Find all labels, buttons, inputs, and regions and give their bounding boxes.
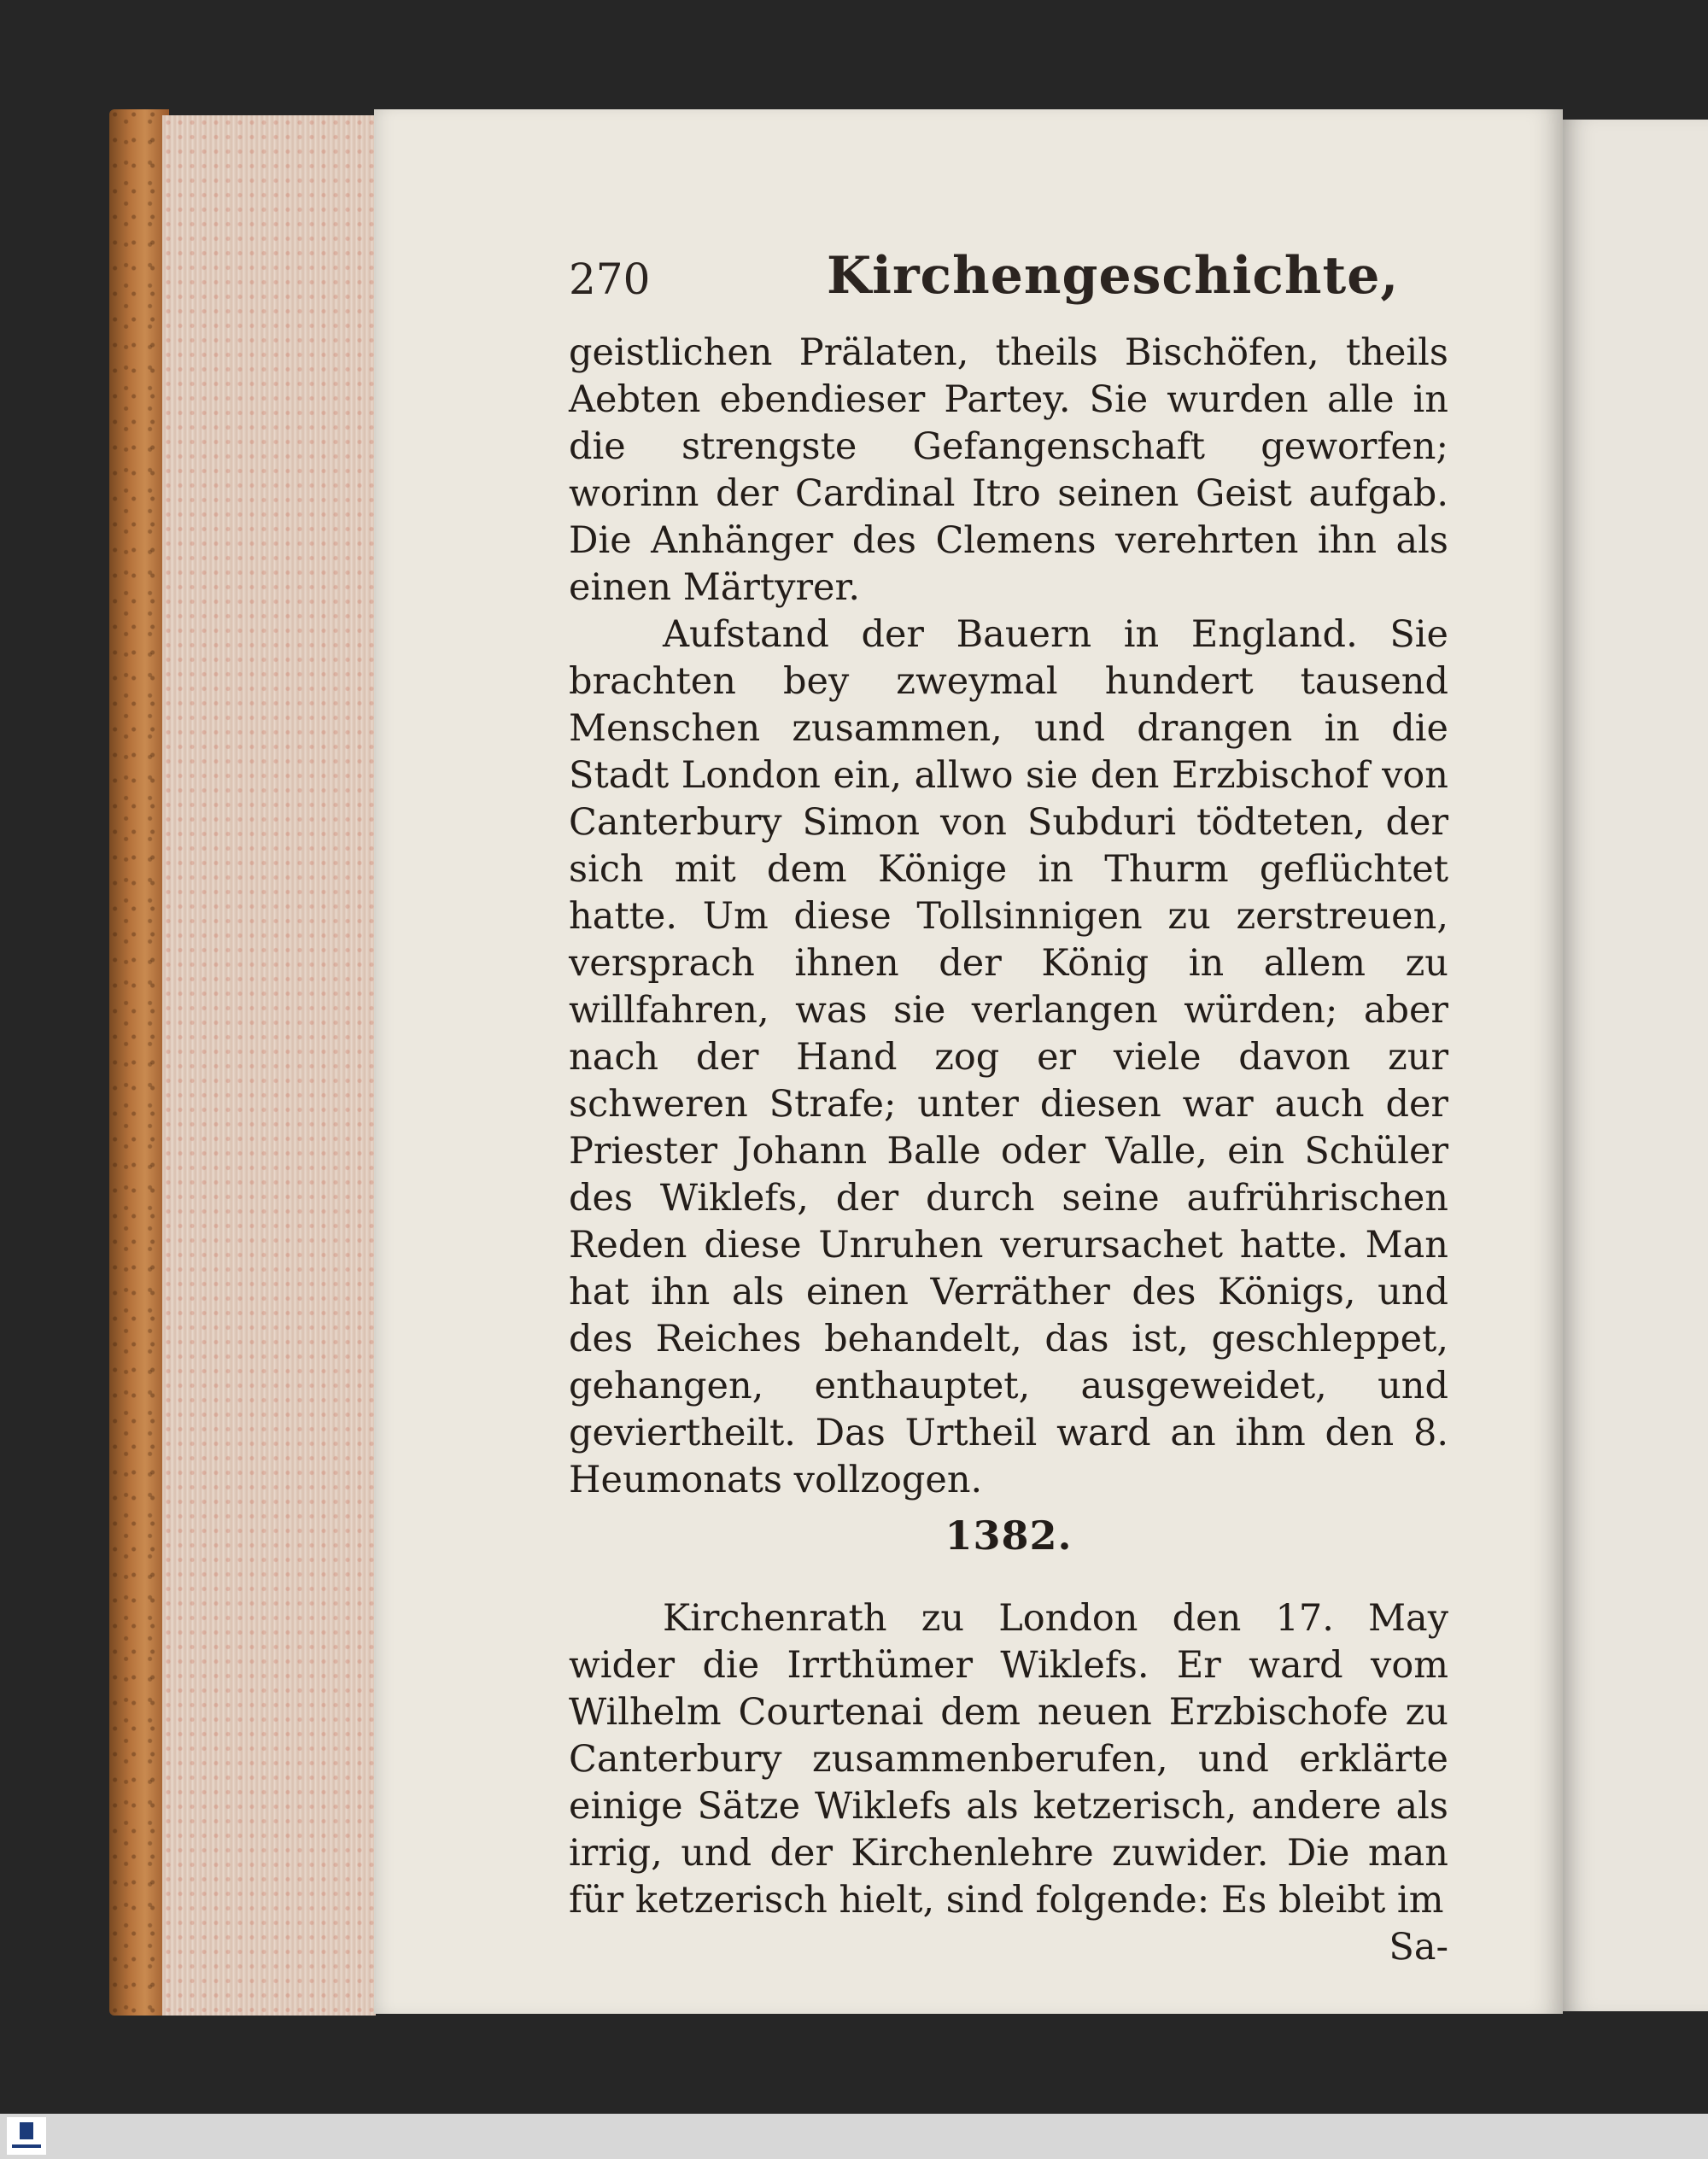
page-number: 270 [569,255,651,304]
facing-page-edge [1559,120,1708,2011]
running-head: Kirchengeschichte, [827,246,1400,306]
viewer-footer-bar [0,2114,1708,2159]
year-heading: 1382. [945,1512,1073,1559]
paragraph: Kirchenrath zu London den 17. May wider die Irrthümer Wiklefs. Er ward vom Wilhelm Courtenai dem neuen Erzbischofe zu Canterbury zusammenberufen, und erklärte einige Sätze Wiklefs als ketzerisch, andere als irrig, und der Kirchenlehre zuwider. Die man für ketzerisch hielt, sind folgende: Es bleibt im [569,1597,1448,1922]
catchword: Sa- [1389,1926,1448,1969]
paragraph: Aufstand der Bauern in England. Sie brachten bey zweymal hundert tausend Menschen zusammen, und drangen in die Stadt London ein, allwo sie den Erzbischof von Canterbury Simon von Subduri tödteten, der sich mit dem Könige in Thurm geflüchtet hatte. Um diese Tollsinnigen zu zerstreuen, versprach ihnen der König in allem zu willfahren, was sie verlangen würden; aber nach der Hand zog er viele davon zur schweren Strafe; unter diesen war auch der Priester Johann Balle oder Valle, ein Schüler des Wiklefs, der durch seine aufrührischen Reden diese Unruhen verursachet hatte. Man hat ihn als einen Verräther des Königs, und des Reiches behandelt, das ist, geschleppet, gehangen, enthauptet, ausgeweidet, und geviertheilt. Das Urtheil ward an ihm den 8. Heumonats vollzogen. [569,613,1448,1501]
page-body [569,330,1448,1975]
paragraph-list [569,330,1448,1504]
book-page [374,109,1563,2014]
paragraph: geistlichen Prälaten, theils Bischöfen, theils Aebten ebendieser Partey. Sie wurden alle in die strengste Gefangenschaft geworfen; worinn der Cardinal Itro seinen Geist aufgab. Die Anhänger des Clemens verehrten ihn als einen Märtyrer. [569,331,1448,609]
paragraph-list-after [569,1595,1448,1924]
library-logo-icon [7,2117,46,2155]
book-cover-spine [109,109,169,2016]
page-edges [162,115,376,2016]
